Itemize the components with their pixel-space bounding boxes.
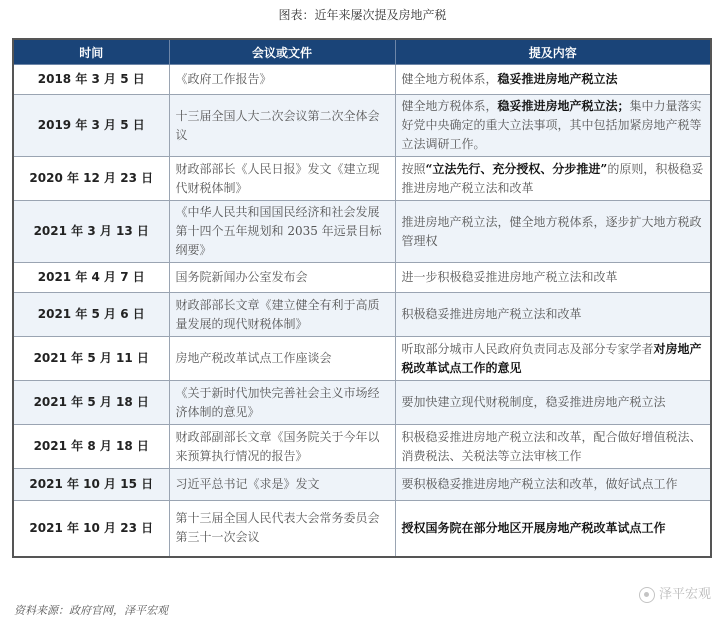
header-time: 时间 — [13, 39, 169, 65]
row-document: 《中华人民共和国国民经济和社会发展第十四个五年规划和 2035 年远景目标纲要》 — [169, 201, 395, 263]
row-document: 财政部部长文章《建立健全有利于高质量发展的现代财税体制》 — [169, 293, 395, 337]
row-content — [395, 501, 711, 557]
header-document: 会议或文件 — [169, 39, 395, 65]
header-content: 提及内容 — [395, 39, 711, 65]
row-document: 第十三届全国人民代表大会常务委员会第三十一次会议 — [169, 501, 395, 557]
row-document: 十三届全国人大二次会议第二次全体会议 — [169, 95, 395, 157]
policy-table — [12, 38, 712, 558]
content-text: 健全地方税体系， — [401, 72, 498, 86]
content-text: 健全地方税体系， — [401, 99, 498, 113]
row-content — [395, 65, 711, 95]
table-row — [13, 469, 711, 501]
row-date: 2021 年 5 月 11 日 — [13, 337, 169, 381]
content-text: 积极稳妥推进房地产税立法和改革，配合做好增值税法、消费税法、关税法等立法审核工作 — [401, 429, 702, 463]
row-date: 2021 年 4 月 7 日 — [13, 263, 169, 293]
source-note: 资料来源：政府官网，泽平宏观 — [14, 604, 168, 617]
row-date: 2020 年 12 月 23 日 — [13, 157, 169, 201]
row-date: 2018 年 3 月 5 日 — [13, 65, 169, 95]
row-date: 2021 年 10 月 23 日 — [13, 501, 169, 557]
table-row — [13, 201, 711, 263]
row-content — [395, 263, 711, 293]
table-row — [13, 381, 711, 425]
row-date: 2021 年 5 月 6 日 — [13, 293, 169, 337]
row-date: 2019 年 3 月 5 日 — [13, 95, 169, 157]
content-highlight: “立法先行、充分授权、分步推进” — [425, 161, 608, 176]
watermark-text: 泽平宏观 — [658, 587, 711, 602]
content-highlight: 授权国务院在部分地区开展房地产税改革试点工作 — [401, 520, 666, 535]
wechat-logo-icon — [639, 587, 655, 603]
row-content — [395, 425, 711, 469]
row-content — [395, 157, 711, 201]
watermark — [639, 583, 711, 603]
row-content — [395, 337, 711, 381]
row-document: 《政府工作报告》 — [169, 65, 395, 95]
table-row — [13, 95, 711, 157]
row-content — [395, 95, 711, 157]
row-document: 房地产税改革试点工作座谈会 — [169, 337, 395, 381]
row-document: 国务院新闻办公室发布会 — [169, 263, 395, 293]
content-highlight: 稳妥推进房地产税立法 — [497, 72, 618, 86]
row-document: 财政部副部长文章《国务院关于今年以来预算执行情况的报告》 — [169, 425, 395, 469]
content-text: 的原则，积极稳妥推进房地产税立法和改革 — [401, 161, 704, 195]
table-row — [13, 65, 711, 95]
content-highlight: 稳妥推进房地产税立法； — [497, 99, 630, 113]
table-row — [13, 337, 711, 381]
content-highlight: 对房地产税改革试点工作的意见 — [401, 341, 702, 375]
table-row — [13, 293, 711, 337]
table-row — [13, 425, 711, 469]
content-text: 要加快建立现代财税制度，稳妥推进房地产税立法 — [401, 395, 666, 409]
row-document: 《关于新时代加快完善社会主义市场经济体制的意见》 — [169, 381, 395, 425]
content-text: 听取部分城市人民政府负责同志及部分专家学者 — [401, 341, 654, 356]
content-text: 推进房地产税立法，健全地方税体系，逐步扩大地方税政管理权 — [401, 214, 702, 248]
table-row — [13, 501, 711, 557]
content-text: 集中力量落实好党中央确定的重大立法事项，其中包括加紧房地产税等立法调研工作。 — [401, 99, 702, 151]
row-date: 2021 年 5 月 18 日 — [13, 381, 169, 425]
row-content — [395, 201, 711, 263]
content-text: 进一步积极稳妥推进房地产税立法和改革 — [401, 270, 618, 284]
row-document: 财政部部长《人民日报》发文《建立现代财税体制》 — [169, 157, 395, 201]
table-row — [13, 263, 711, 293]
table-row — [13, 157, 711, 201]
row-content — [395, 381, 711, 425]
content-text: 按照 — [401, 161, 426, 176]
row-date: 2021 年 3 月 13 日 — [13, 201, 169, 263]
row-content — [395, 293, 711, 337]
row-date: 2021 年 10 月 15 日 — [13, 469, 169, 501]
content-text: 积极稳妥推进房地产税立法和改革 — [401, 307, 582, 321]
table-caption: 图表：近年来屡次提及房地产税 — [278, 8, 447, 22]
table-header-row — [13, 39, 711, 65]
content-text: 要积极稳妥推进房地产税立法和改革，做好试点工作 — [401, 477, 678, 491]
row-content — [395, 469, 711, 501]
row-date: 2021 年 8 月 18 日 — [13, 425, 169, 469]
row-document: 习近平总书记《求是》发文 — [169, 469, 395, 501]
